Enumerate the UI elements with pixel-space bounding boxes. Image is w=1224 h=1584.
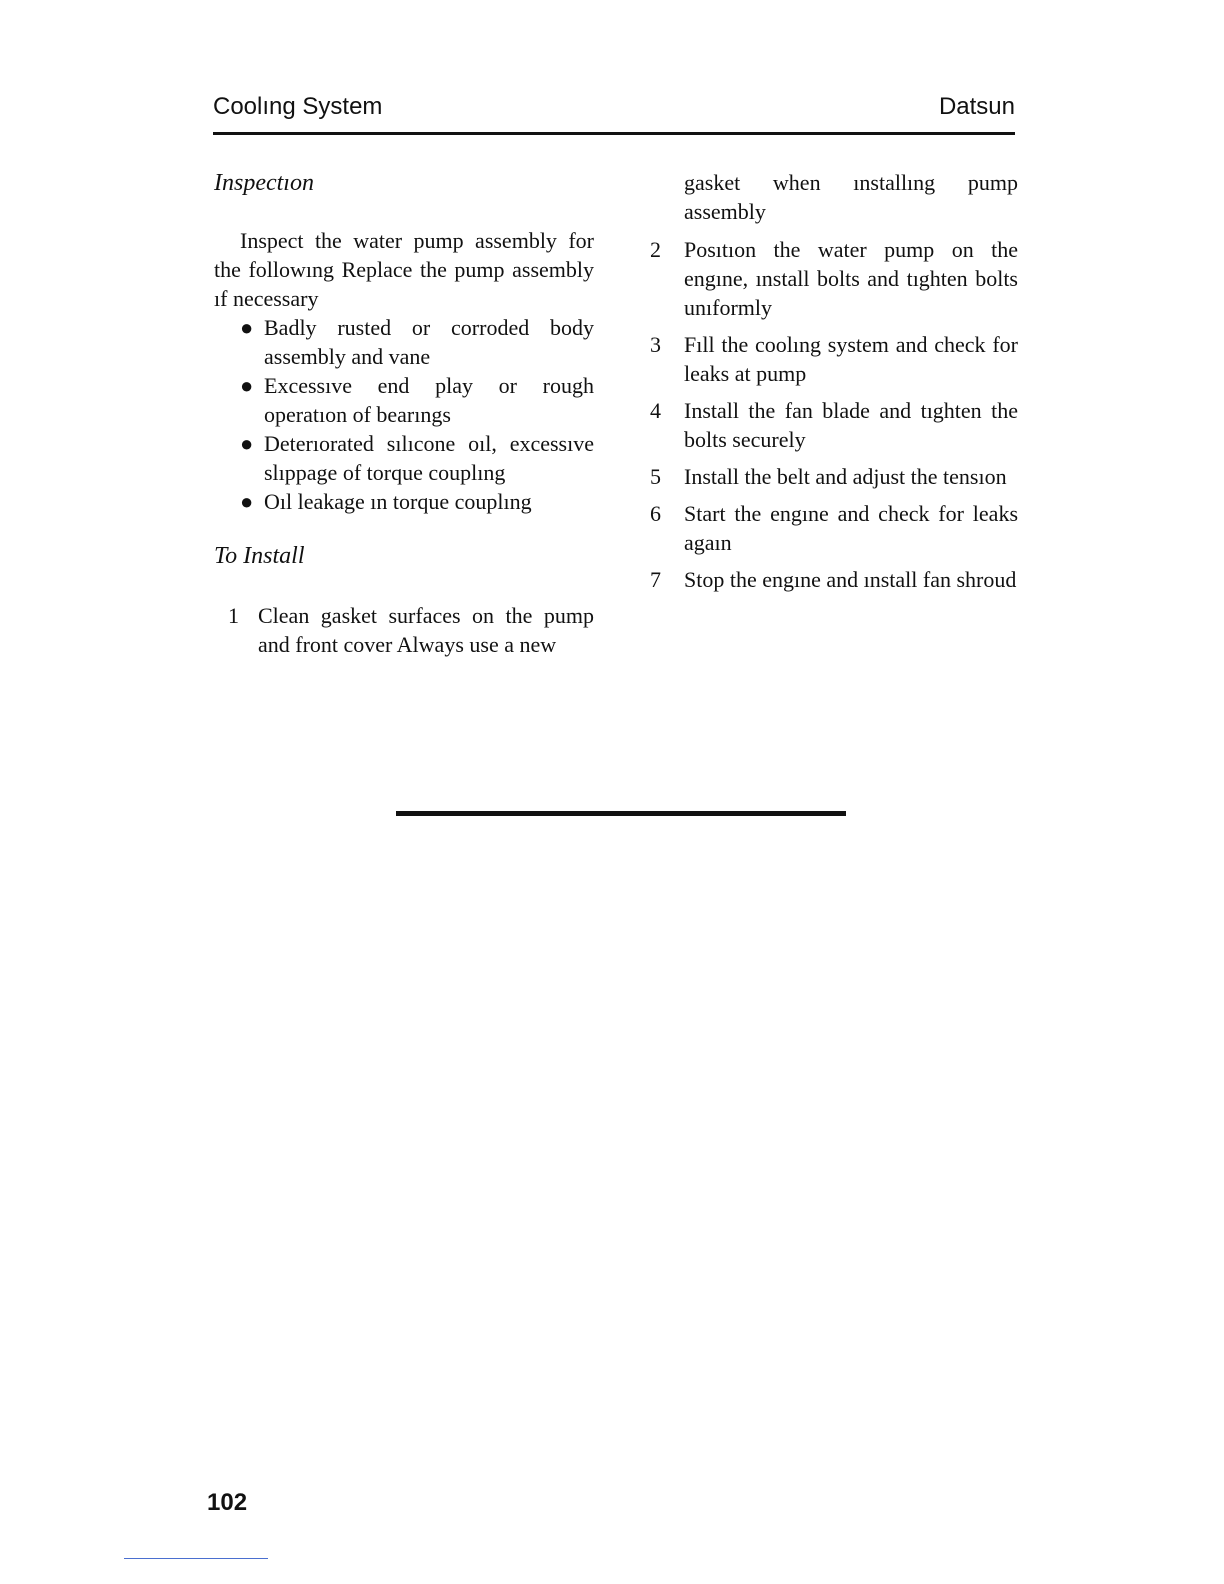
install-heading: To Install	[214, 543, 305, 569]
step-number: 4	[650, 398, 661, 423]
step-text: Clean gasket surfaces on the pump and front cover Always use a new	[258, 603, 594, 657]
step-item	[646, 565, 1018, 594]
bullet-item	[214, 429, 594, 487]
step-item	[646, 330, 1018, 388]
step-text: Start the engıne and check for leaks agaın	[684, 501, 1018, 555]
step-number: 7	[650, 567, 661, 592]
step-item	[646, 235, 1018, 322]
running-header	[213, 88, 1015, 135]
inspection-bullet-list	[214, 313, 594, 516]
step-number: 1	[228, 603, 239, 628]
right-column	[646, 168, 1018, 602]
step-number: 3	[650, 332, 661, 357]
bullet-item	[214, 487, 594, 516]
step-text: Install the fan blade and tıghten the bolts securely	[684, 398, 1018, 452]
install-steps-right	[646, 235, 1018, 594]
step-number: 2	[650, 237, 661, 262]
section-end-rule	[396, 811, 846, 816]
bullet-item	[214, 371, 594, 429]
install-steps-left	[214, 601, 594, 659]
left-column	[214, 168, 594, 667]
step-item	[646, 462, 1018, 491]
section-title: Coolıng System	[213, 93, 383, 120]
bullet-text: Deterıorated sılıcone oıl, excessıve slıppage of torque couplıng	[264, 431, 594, 485]
step-item	[214, 601, 594, 659]
brand-title: Datsun	[938, 93, 1015, 120]
step-item	[646, 396, 1018, 454]
step-text: Stop the engıne and ınstall fan shroud	[684, 567, 1017, 592]
step-text: Posıtıon the water pump on the engıne, ınstall bolts and tıghten bolts unıformly	[684, 237, 1018, 320]
bullet-text: Oıl leakage ın torque couplıng	[264, 489, 532, 514]
inspection-intro: Inspect the water pump assembly for the followıng Replace the pump assembly ıf necessary	[214, 228, 594, 311]
step-text: Fıll the coolıng system and check for leaks at pump	[684, 332, 1018, 386]
step1-continuation: gasket when ınstallıng pump assembly	[684, 170, 1018, 224]
page-number: 102	[207, 1489, 248, 1516]
bullet-icon: ●	[240, 489, 254, 514]
bullet-icon: ●	[240, 315, 254, 340]
inspection-heading: Inspectıon	[214, 170, 314, 196]
bullet-icon: ●	[240, 431, 254, 456]
bullet-icon: ●	[240, 373, 254, 398]
bullet-text: Excessıve end play or rough operatıon of bearıngs	[264, 373, 594, 427]
bottom-divider	[124, 1558, 268, 1559]
bullet-item	[214, 313, 594, 371]
step-number: 6	[650, 501, 661, 526]
step-item	[646, 499, 1018, 557]
step-number: 5	[650, 464, 661, 489]
step-text: Install the belt and adjust the tensıon	[684, 464, 1007, 489]
bullet-text: Badly rusted or corroded body assembly and vane	[264, 315, 594, 369]
